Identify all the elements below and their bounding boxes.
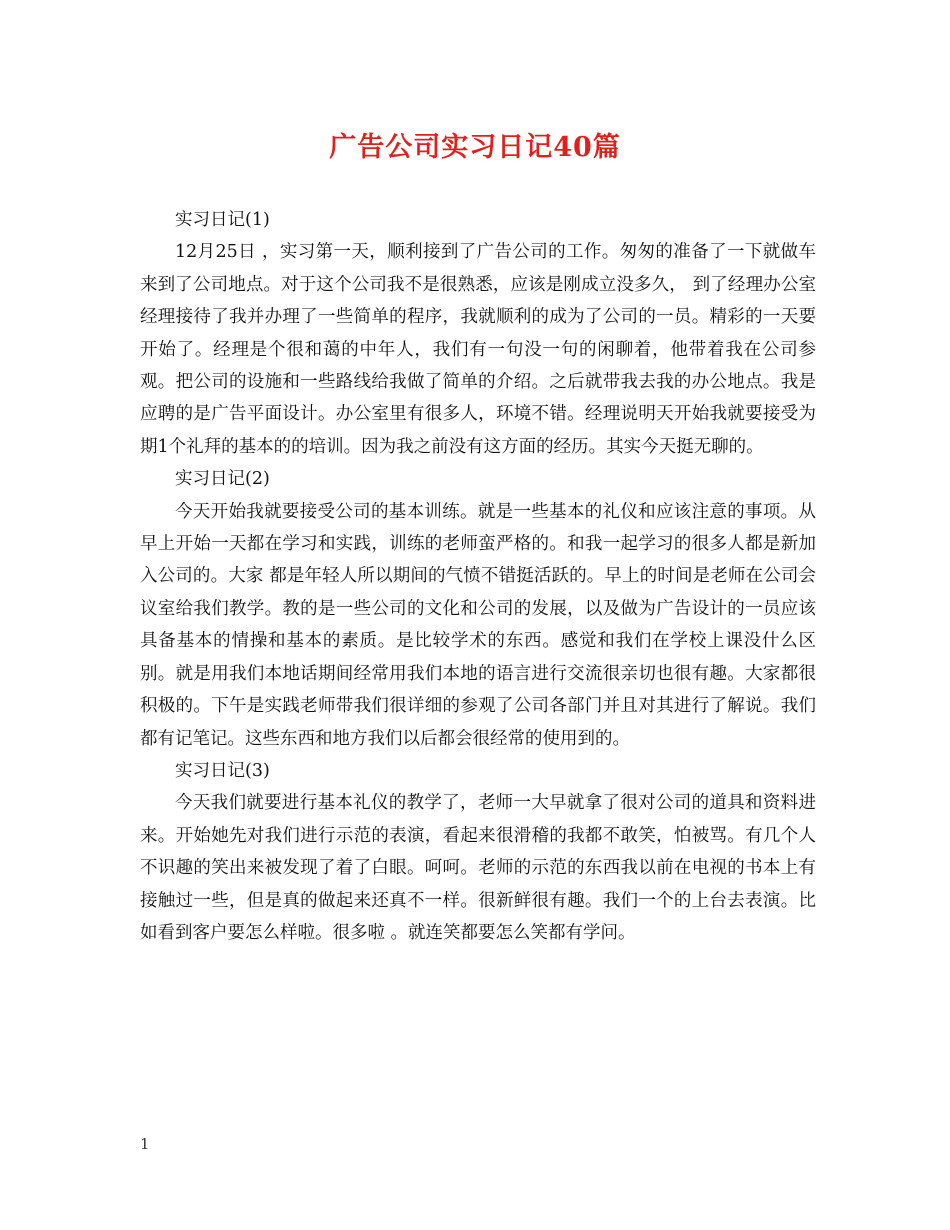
section-heading-2: 实习日记(2): [175, 469, 270, 490]
section-body-2: 今天开始我就要接受公司的基本训练。就是一些基本的礼仪和应该注意的事项。从早上开始一天都在学习和实践，训练的老师蛮严格的。和我一起学习的很多人都是新加入公司的。大家 都是年轻人所以期间的气愤不错挺活跃的。早上的时间是老师在公司会议室给我们教学。教的是一些公司的文化和公司的发展，以及做为广告设计的一员应该具备基本的情操和基本的素质。是比较学术的东西。感觉和我们在学校上课没什么区别。就是用我们本地话期间经常用我们本地的语言进行交流很亲切也很有趣。大家都很积极的。下午是实践老师带我们很详细的参观了公司各部门并且对其进行了解说。我们都有记笔记。这些东西和地方我们以后都会很经常的使用到的。: [140, 501, 816, 749]
page-number: 1: [140, 1135, 150, 1153]
section-heading-3: 实习日记(3): [175, 760, 270, 781]
document-title: 广告公司实习日记40篇: [329, 132, 621, 163]
section-heading-1: 实习日记(1): [175, 210, 270, 230]
section-body-1: 12月25日 ，实习第一天，顺利接到了广告公司的工作。匆匆的准备了一下就做车来到了公司地点。对于这个公司我不是很熟悉，应该是刚成立没多久， 到了经理办公室经理接待了我并办理了一些简单的程序，我就顺利的成为了公司的一员。精彩的一天要开始了。经理是个很和蔼的中年人，我们有一句没一句的闲聊着，他带着我在公司参观。把公司的设施和一些路线给我做了简单的介绍。之后就带我去我的办公地点。我是应聘的是广告平面设计。办公室里有很多人，环境不错。经理说明天开始我就要接受为期1个礼拜的基本的的培训。因为我之前没有这方面的经历。其实今天挺无聊的。: [140, 242, 816, 457]
document-content: [140, 204, 816, 949]
section-body-3: 今天我们就要进行基本礼仪的教学了，老师一大早就拿了很对公司的道具和资料进来。开始她先对我们进行示范的表演，看起来很滑稽的我都不敢笑，怕被骂。有几个人不识趣的笑出来被发现了着了白眼。呵呵。老师的示范的东西我以前在电视的书本上有接触过一些，但是真的做起来还真不一样。很新鲜很有趣。我们一个的上台去表演。比如看到客户要怎么样啦。很多啦 。就连笑都要怎么笑都有学问。: [140, 793, 816, 943]
